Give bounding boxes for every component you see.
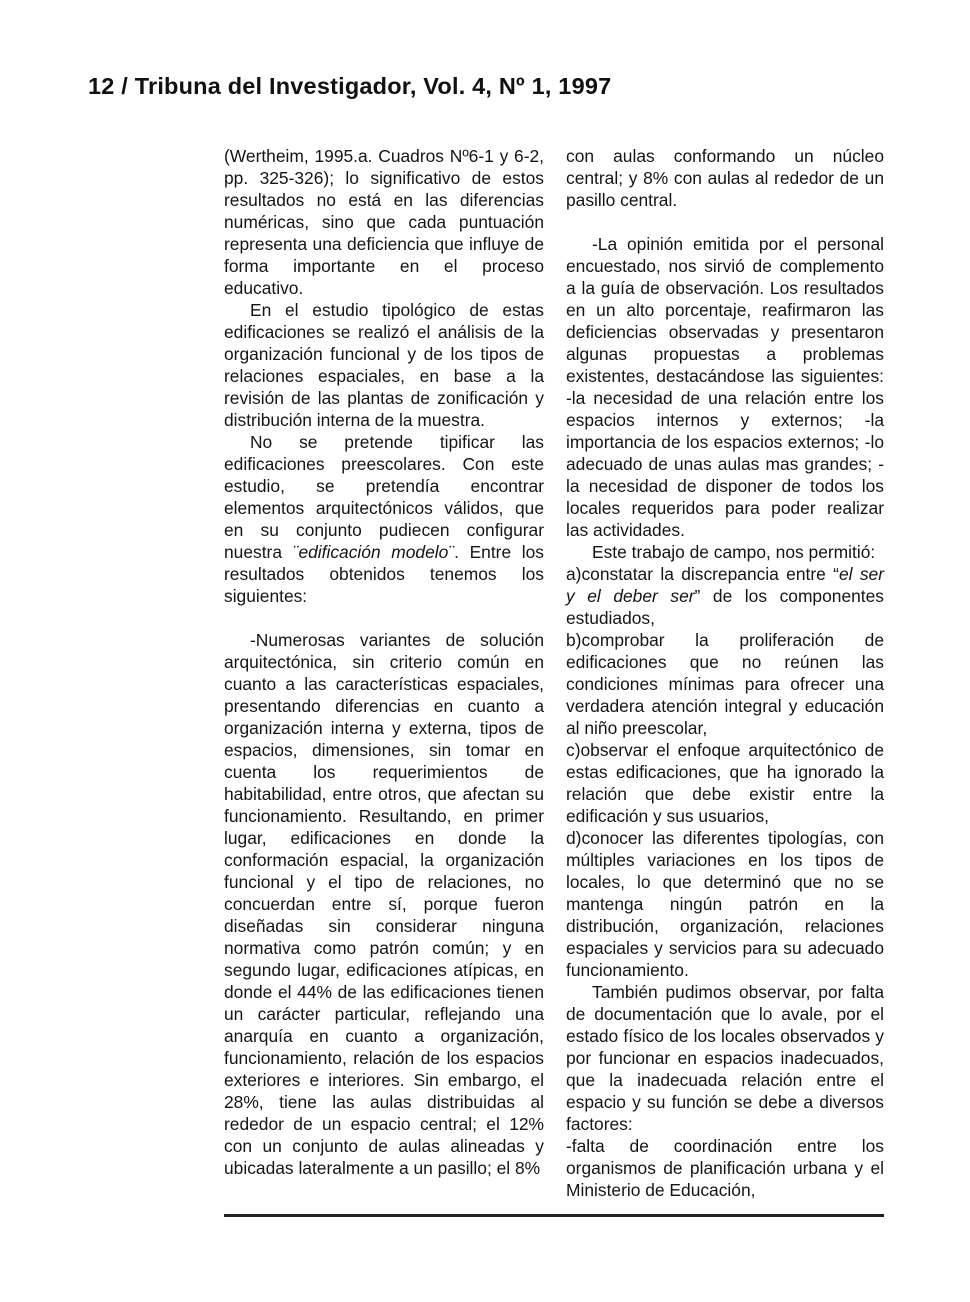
emphasis-text: el ser y el deber ser: [566, 564, 884, 606]
emphasis-text: ¨edificación modelo¨: [292, 542, 455, 562]
running-header: 12 / Tribuna del Investigador, Vol. 4, Nº 1, 1997: [88, 73, 612, 99]
footer-rule: [224, 1214, 884, 1217]
text-run: a)constatar la discrepancia entre “: [566, 564, 839, 584]
list-item: -falta de coordinación entre los organismos de planificación urbana y el Ministerio de Educación,: [566, 1136, 884, 1200]
paragraph: En el estudio tipológico de estas edificaciones se realizó el análisis de la organización funcional y de los tipos de relaciones espaciales, en base a la revisión de las plantas de zonificación y distribución interna de la muestra.: [224, 300, 544, 430]
list-item: d)conocer las diferentes tipologías, con múltiples variaciones en los tipos de locales, lo que determinó que no se mantenga ningún patrón en la distribución, organización, relaciones espaciales y servicios para su adecuado funcionamiento.: [566, 828, 884, 980]
paragraph: -La opinión emitida por el personal encuestado, nos sirvió de complemento a la guía de observación. Los resultados en un alto porcentaje, reafirmaron las deficiencias observadas y presentaron algunas propuestas a problemas existentes, destacándose las siguientes: -la necesidad de una relación entre los espacios internos y externos; -la importancia de los espacios externos; -lo adecuado de unas aulas mas grandes; -la necesidad de disponer de todos los locales requeridos para poder realizar las actividades.: [566, 234, 884, 540]
list-item: b)comprobar la proliferación de edificaciones que no reúnen las condiciones mínimas para ofrecer una verdadera atención integral y educación al niño preescolar,: [566, 630, 884, 738]
paragraph: Este trabajo de campo, nos permitió:: [592, 542, 876, 562]
left-column: [224, 145, 544, 1179]
list-item: [566, 563, 884, 629]
right-column: [566, 145, 884, 1201]
spacer: [566, 211, 884, 233]
text-run: No se pretende tipificar las edificaciones preescolares. Con este estudio, se pretendía encontrar elementos arquitectónicos válidos, que en su conjunto pudiecen configurar nuestra: [224, 432, 544, 562]
paragraph: (Wertheim, 1995.a. Cuadros Nº6-1 y 6-2, pp. 325-326); lo significativo de estos resultados no está en las diferencias numéricas, sino que cada puntuación representa una deficiencia que influye de forma importante en el proceso educativo.: [224, 146, 544, 298]
paragraph: También pudimos observar, por falta de documentación que lo avale, por el estado físico de los locales observados y por funcionar en espacios inadecuados, que la inadecuada relación entre el espacio y su función se debe a diversos factores:: [566, 982, 884, 1134]
list-item: c)observar el enfoque arquitectónico de estas edificaciones, que ha ignorado la relación que debe existir entre la edificación y sus usuarios,: [566, 740, 884, 826]
spacer: [224, 607, 544, 629]
paragraph: con aulas conformando un núcleo central; y 8% con aulas al rededor de un pasillo central.: [566, 146, 884, 210]
text-run: . Entre los resultados obtenidos tenemos los siguientes:: [224, 542, 545, 606]
paragraph: -Numerosas variantes de solución arquitectónica, sin criterio común en cuanto a las características espaciales, presentando diferencias en cuanto a organización interna y externa, tipos de espacios, dimensiones, sin tomar en cuenta los requerimientos de habitabilidad, entre otros, que afectan su funcionamiento. Resultando, en primer lugar, edificaciones en donde la conformación espacial, la organización funcional y el tipo de relaciones, no concuerdan entre sí, porque fueron diseñadas sin considerar ninguna normativa como patrón común; y en segundo lugar, edificaciones atípicas, en donde el 44% de las edificaciones tienen un carácter particular, reflejando una anarquía en cuanto a organización, funcionamiento, relación de los espacios exteriores e interiores. Sin embargo, el 28%, tiene las aulas distribuidas al rededor de un espacio central; el 12% con un conjunto de aulas alineadas y ubicadas lateralmente a un pasillo; el 8%: [224, 630, 544, 1178]
paragraph: [224, 431, 544, 607]
text-run: ” de los componentes estudiados,: [566, 586, 884, 628]
